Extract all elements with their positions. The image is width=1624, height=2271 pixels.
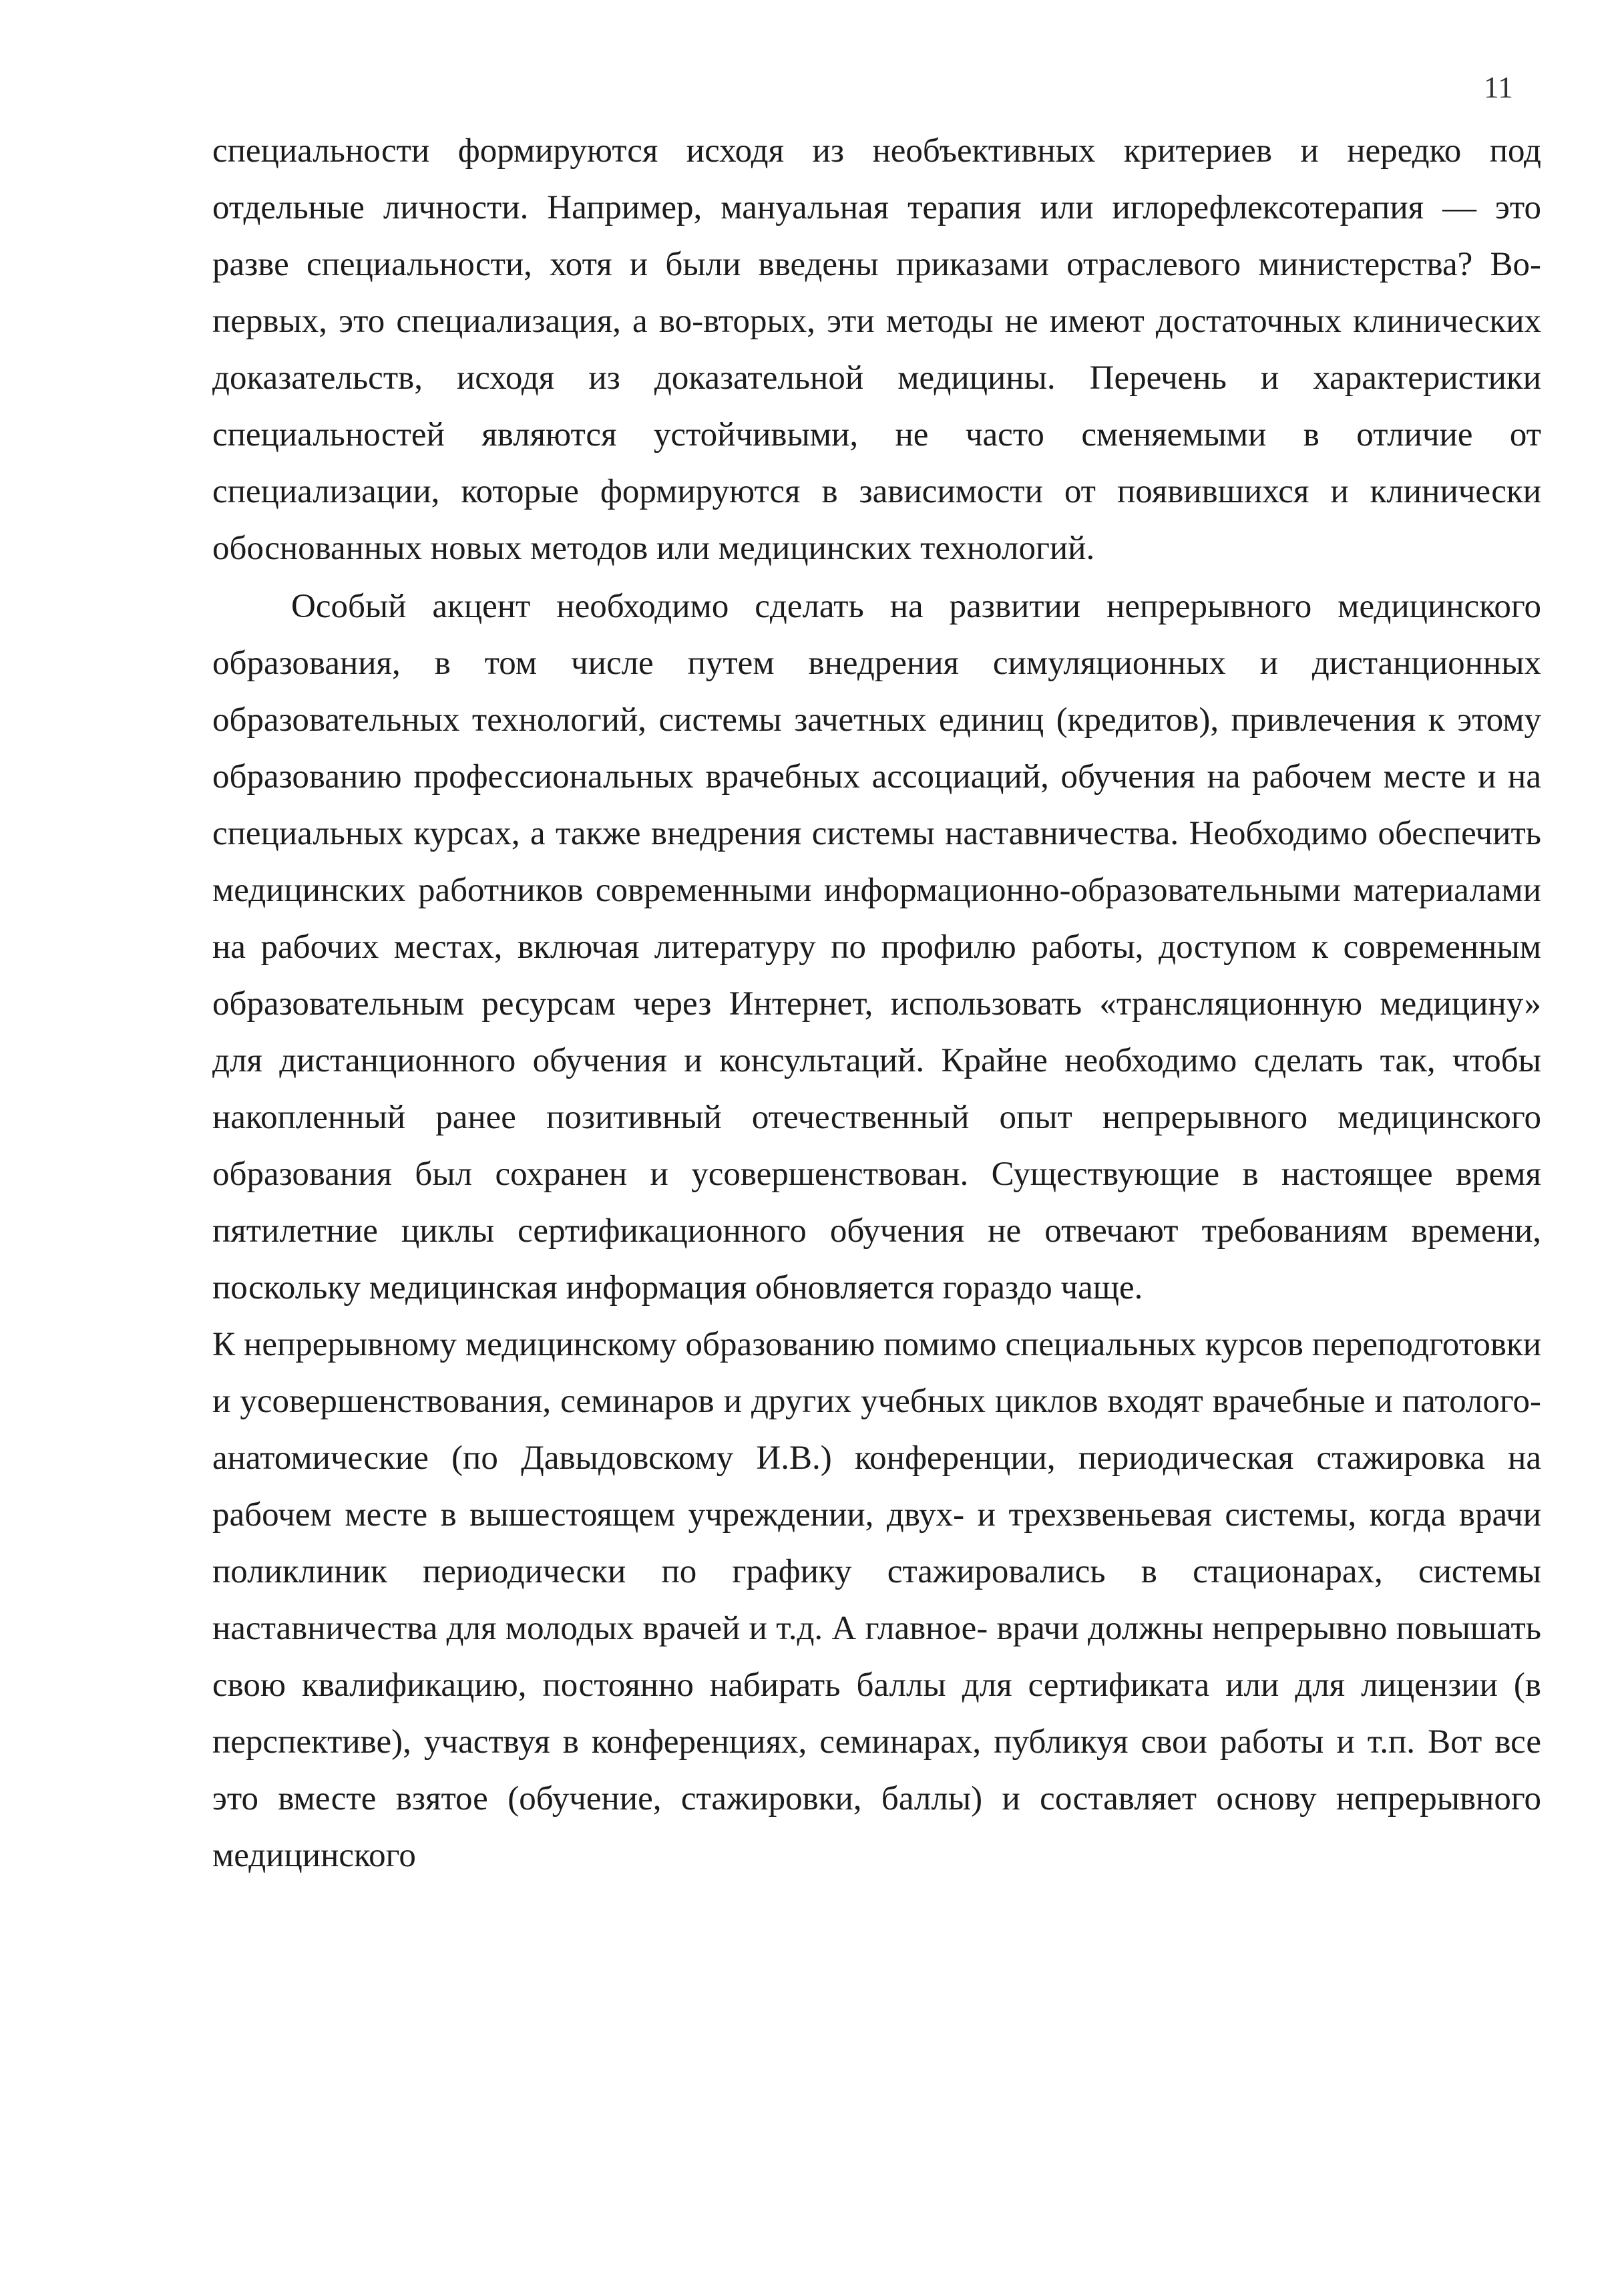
paragraph-continuation: специальности формируются исходя из необъективных критериев и нередко под отдельные личности. Например, мануальная терапия или иглорефлексотерапия — это разве специальности, хотя и были введены приказами отраслевого министерства? Во-первых, это специализация, а во-вторых, эти методы не имеют достаточных клинических доказательств, исходя из доказательной медицины. Перечень и характеристики специальностей являются устойчивыми, не часто сменяемыми в отличие от специализации, которые формируются в зависимости от появившихся и клинически обоснованных новых методов или медицинских технологий. xyxy=(212,132,1541,567)
body-text xyxy=(212,123,1541,1884)
paragraph-cme-emphasis: Особый акцент необходимо сделать на развитии непрерывного медицинского образования, в том числе путем внедрения симуляционных и дистанционных образовательных технологий, системы зачетных единиц (кредитов), привлечения к этому образованию профессиональных врачебных ассоциаций, обучения на рабочем месте и на специальных курсах, а также внедрения системы наставничества. Необходимо обеспечить медицинских работников современными информационно-образовательными материалами на рабочих местах, включая литературу по профилю работы, доступом к современным образовательным ресурсам через Интернет, использовать «трансляционную медицину» для дистанционного обучения и консультаций. Крайне необходимо сделать так, чтобы накопленный ранее позитивный отечественный опыт непрерывного медицинского образования был сохранен и усовершенствован. Существующие в настоящее время пятилетние циклы сертификационного обучения не отвечают требованиям времени, поскольку медицинская информация обновляется гораздо чаще. xyxy=(212,588,1541,1306)
paragraph-cme-components: К непрерывному медицинскому образованию помимо специальных курсов переподготовки и усовершенствования, семинаров и других учебных циклов входят врачебные и патолого-анатомические (по Давыдовскому И.В.) конференции, периодическая стажировка на рабочем месте в вышестоящем учреждении, двух- и трехзвеньевая системы, когда врачи поликлиник периодически по графику стажировались в стационарах, системы наставничества для молодых врачей и т.д. А главное- врачи должны непрерывно повышать свою квалификацию, постоянно набирать баллы для сертификата или для лицензии (в перспективе), участвуя в конференциях, семинарах, публикуя свои работы и т.п. Вот все это вместе взятое (обучение, стажировки, баллы) и составляет основу непрерывного медицинского xyxy=(212,1326,1541,1874)
page-number: 11 xyxy=(1483,70,1513,104)
